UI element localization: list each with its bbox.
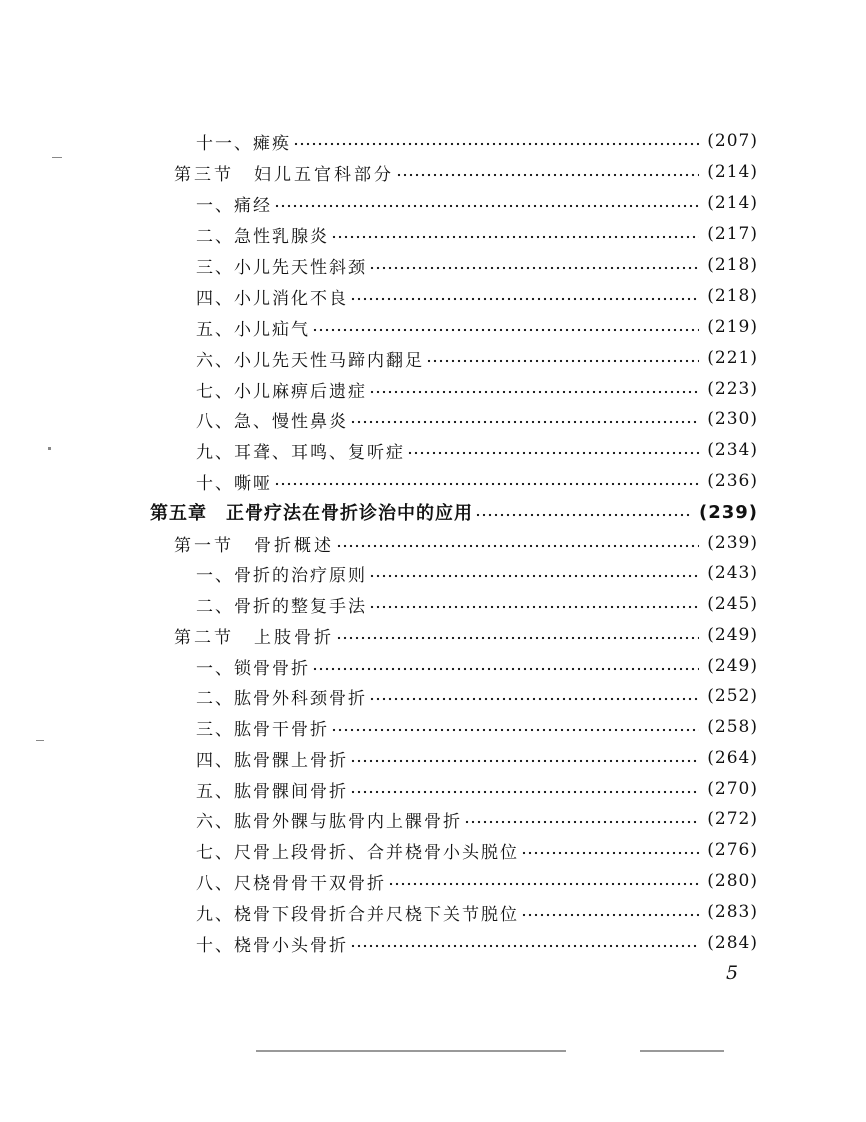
toc-entry-title: 一、锁骨骨折 <box>196 658 310 679</box>
toc-entry <box>196 837 758 863</box>
toc-entry-page: (249) <box>707 625 758 645</box>
toc-entry-page: (280) <box>707 871 758 891</box>
toc-entry-page: (221) <box>707 348 758 368</box>
leader-dots <box>274 204 699 208</box>
toc-entry-title: 一、骨折的治疗原则 <box>196 565 367 586</box>
leader-dots <box>369 266 699 270</box>
toc-entry <box>196 376 758 402</box>
leader-dots <box>407 451 699 455</box>
scan-artifact-line <box>640 1050 724 1052</box>
toc-entry-title: 八、急、慢性鼻炎 <box>196 411 348 432</box>
toc-entry-page: (245) <box>707 594 758 614</box>
toc-entry <box>196 776 758 802</box>
toc-entry-page: (230) <box>707 409 758 429</box>
toc-entry <box>196 714 758 740</box>
toc-entry <box>196 314 758 340</box>
toc-entry-title: 九、耳聋、耳鸣、复听症 <box>196 442 405 463</box>
toc-entry <box>196 345 758 371</box>
toc-entry-page: (249) <box>707 656 758 676</box>
page-number: 5 <box>726 962 739 984</box>
leader-dots <box>350 790 699 794</box>
leader-dots <box>312 667 699 671</box>
leader-dots <box>369 390 699 394</box>
leader-dots <box>475 513 691 517</box>
scan-speck <box>36 740 44 741</box>
toc-entry-page: (223) <box>707 379 758 399</box>
leader-dots <box>396 173 699 177</box>
leader-dots <box>369 697 699 701</box>
toc-entry-page: (219) <box>707 317 758 337</box>
leader-dots <box>464 820 699 824</box>
toc-entry-title: 七、小儿麻痹后遗症 <box>196 381 367 402</box>
toc-entry-page: (217) <box>707 224 758 244</box>
scan-speck <box>48 447 51 450</box>
toc-entry <box>196 283 758 309</box>
toc-entry <box>196 899 758 925</box>
toc-entry-page: (252) <box>707 686 758 706</box>
toc-entry-page: (264) <box>707 748 758 768</box>
leader-dots <box>336 544 699 548</box>
leader-dots <box>350 297 699 301</box>
toc-entry-title: 三、肱骨干骨折 <box>196 719 329 740</box>
toc-entry <box>174 622 758 648</box>
toc-entry-title: 二、急性乳腺炎 <box>196 226 329 247</box>
toc-entry-title: 五、肱骨髁间骨折 <box>196 781 348 802</box>
leader-dots <box>336 636 699 640</box>
toc-entry-title: 九、桡骨下段骨折合并尺桡下关节脱位 <box>196 904 519 925</box>
scan-speck <box>52 157 62 158</box>
leader-dots <box>350 420 699 424</box>
leader-dots <box>331 728 699 732</box>
toc-entry-page: (276) <box>707 840 758 860</box>
toc-entry-title: 四、肱骨髁上骨折 <box>196 750 348 771</box>
toc-entry-title: 六、肱骨外髁与肱骨内上髁骨折 <box>196 811 462 832</box>
toc-entry <box>196 560 758 586</box>
toc-entry <box>196 221 758 247</box>
leader-dots <box>426 359 699 363</box>
toc-entry-page: (284) <box>707 933 758 953</box>
toc-entry-title: 二、肱骨外科颈骨折 <box>196 688 367 709</box>
leader-dots <box>274 482 699 486</box>
toc-entry-page: (218) <box>707 255 758 275</box>
leader-dots <box>369 605 699 609</box>
toc-entry-title: 四、小儿消化不良 <box>196 288 348 309</box>
toc-entry-page: (272) <box>707 809 758 829</box>
toc-entry-title: 第三节 妇儿五官科部分 <box>174 164 394 185</box>
toc-entry-title: 六、小儿先天性马蹄内翻足 <box>196 350 424 371</box>
toc-entry <box>196 930 758 956</box>
leader-dots <box>369 574 699 578</box>
toc-entry <box>196 468 758 494</box>
toc-entry <box>196 868 758 894</box>
toc-entry-title: 第一节 骨折概述 <box>174 535 334 556</box>
leader-dots <box>350 944 699 948</box>
toc-entry-title: 二、骨折的整复手法 <box>196 596 367 617</box>
toc-entry-page: (214) <box>707 162 758 182</box>
toc-entry-title: 八、尺桡骨骨干双骨折 <box>196 873 386 894</box>
leader-dots <box>388 882 699 886</box>
toc-entry-page: (239) <box>698 501 758 523</box>
toc-entry <box>196 653 758 679</box>
toc-entry-page: (283) <box>707 902 758 922</box>
toc-entry-title: 第五章 正骨疗法在骨折诊治中的应用 <box>150 503 473 524</box>
toc-entry-page: (218) <box>707 286 758 306</box>
toc-entry <box>196 806 758 832</box>
toc-entry <box>196 128 758 154</box>
toc-entry-title: 三、小儿先天性斜颈 <box>196 257 367 278</box>
toc-entry <box>196 252 758 278</box>
scan-artifact-line <box>256 1050 566 1052</box>
toc-chapter <box>150 499 758 525</box>
toc-entry <box>174 159 758 185</box>
toc-entry-page: (270) <box>707 779 758 799</box>
leader-dots <box>350 759 699 763</box>
toc-entry-title: 十、桡骨小头骨折 <box>196 935 348 956</box>
toc-entry <box>196 745 758 771</box>
toc-entry <box>196 190 758 216</box>
toc-entry <box>196 591 758 617</box>
leader-dots <box>521 913 699 917</box>
toc-entry-page: (234) <box>707 440 758 460</box>
toc-entry-page: (239) <box>707 533 758 553</box>
toc-entry-title: 十、嘶哑 <box>196 473 272 494</box>
toc-entry-title: 五、小儿疝气 <box>196 319 310 340</box>
toc-entry-page: (207) <box>707 131 758 151</box>
leader-dots <box>331 235 699 239</box>
toc-entry-title: 第二节 上肢骨折 <box>174 627 334 648</box>
toc-entry-page: (243) <box>707 563 758 583</box>
leader-dots <box>312 328 699 332</box>
toc-entry-page: (214) <box>707 193 758 213</box>
toc-entry-title: 七、尺骨上段骨折、合并桡骨小头脱位 <box>196 842 519 863</box>
toc-entry <box>196 683 758 709</box>
toc-entry <box>196 437 758 463</box>
toc-entry <box>196 406 758 432</box>
toc-entry <box>174 530 758 556</box>
toc-entry-page: (236) <box>707 471 758 491</box>
toc-entry-page: (258) <box>707 717 758 737</box>
leader-dots <box>521 851 699 855</box>
leader-dots <box>293 142 699 146</box>
toc-entry-title: 一、痛经 <box>196 195 272 216</box>
toc-entry-title: 十一、瘫痪 <box>196 133 291 154</box>
